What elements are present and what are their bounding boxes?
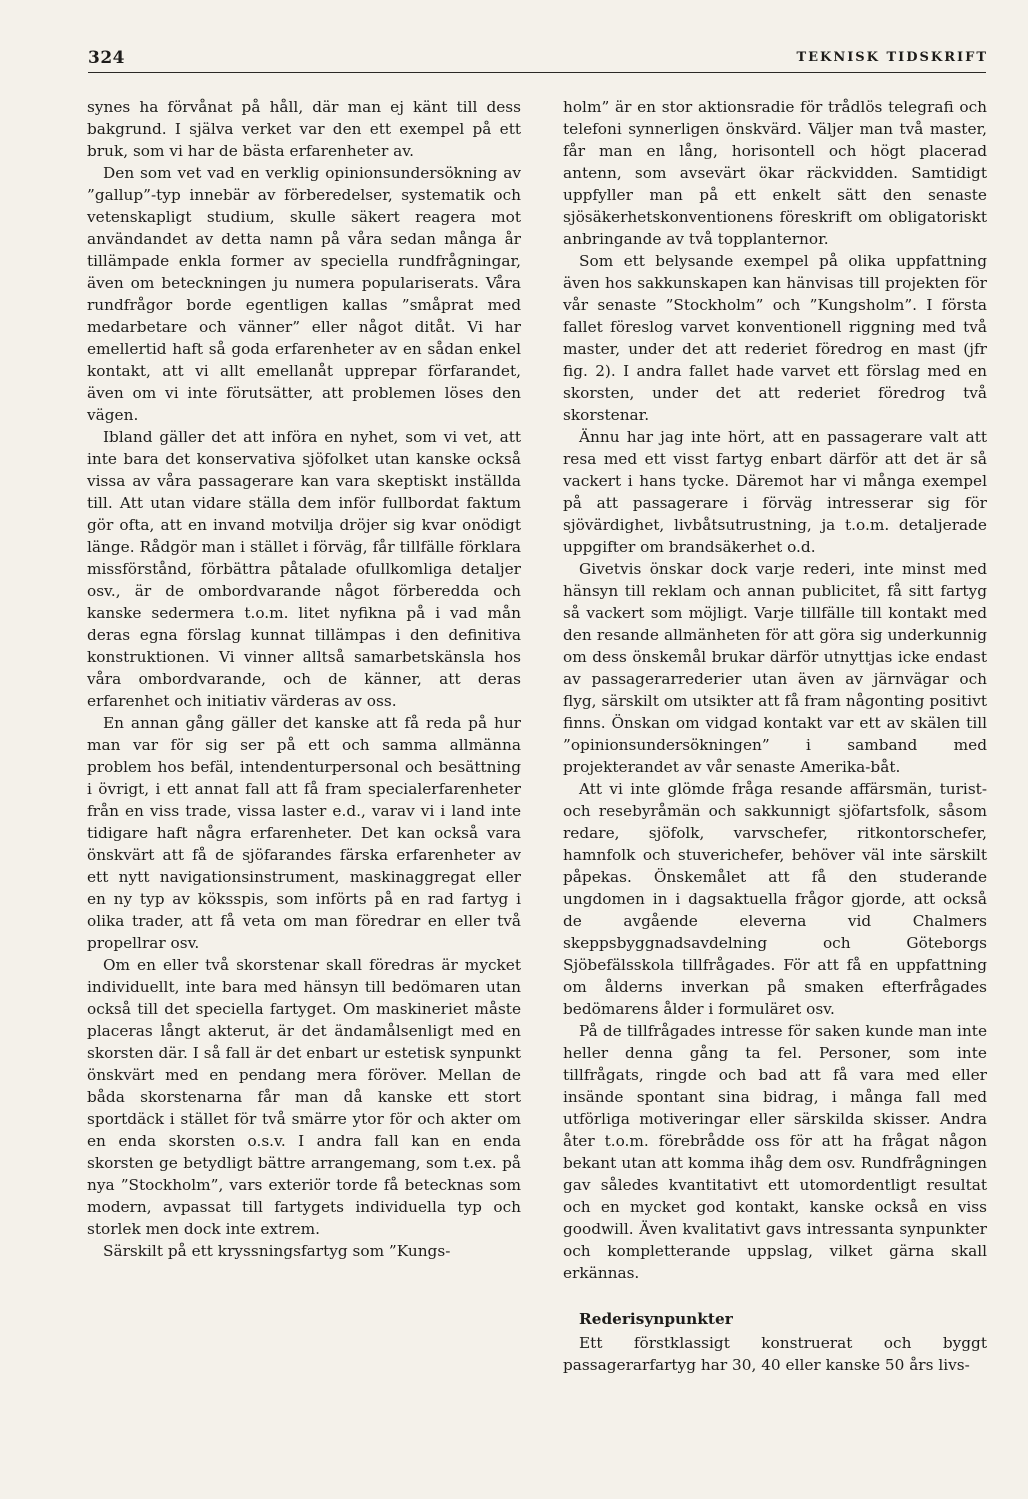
paragraph: Som ett belysande exempel på olika uppfattning även hos sakkunskapen kan hänvisas till projekten för vår senaste ”Stockholm” och ”Kungsholm”. I första fallet föreslog varvet konventionell riggning med två master, under det att rederiet föredrog en mast (jfr fig. 2). I andra fallet hade varvet ett förslag med en skorsten, under det att rederiet föredrog två skorstenar. xyxy=(563,252,987,424)
header-rule xyxy=(88,72,986,73)
paragraph: synes ha förvånat på håll, där man ej känt till dess bakgrund. I själva verket var den ett exempel på ett bruk, som vi har de bästa erfarenheter av. xyxy=(87,98,521,160)
paragraph: Att vi inte glömde fråga resande affärsmän, turist- och resebyråmän och sakkunnigt sjöfartsfolk, såsom redare, sjöfolk, varvschefer, ritkontorschefer, hamnfolk och stuverichefer, behöver väl inte särskilt påpekas. Önskemålet att få den studerande ungdomen in i dagsaktuella frågor gjorde, att också de avgående eleverna vid Chalmers skeppsbyggnadsavdelning och Göteborgs Sjöbefälsskola tillfrågades. För att få en uppfattning om ålderns inverkan på smaken efterfrågades bedömarens ålder i formuläret osv. xyxy=(563,780,987,1018)
paragraph: Ibland gäller det att införa en nyhet, som vi vet, att inte bara det konservativa sjöfolket utan kanske också vissa av våra passagerare kan vara skeptiskt inställda till. Att utan vidare ställa dem inför fullbordat faktum gör ofta, att en invand motvilja dröjer sig kvar onödigt länge. Rådgör man i stället i förväg, får tillfälle förklara missförstånd, förbättra påtalade ofullkomliga detaljer osv., är de ombordvarande något förberedda och kanske sedermera t.o.m. litet nyfikna på i vad mån deras egna förslag kunnat tillämpas i den definitiva konstruktionen. Vi vinner alltså samarbetskänsla hos våra ombordvarande, och de känner, att deras erfarenhet och initiativ värderas av oss. xyxy=(87,428,521,710)
paragraph: holm” är en stor aktionsradie för trådlös telegrafi och telefoni synnerligen önskvärd. Väljer man två master, får man en lång, horisontell och högt placerad antenn, som avsevärt ökar räckvidden. Samtidigt uppfyller man på ett enkelt sätt den senaste sjösäkerhetskonventionens föreskrift om obligatoriskt anbringande av två topplanternor. xyxy=(563,98,987,248)
paragraph: Särskilt på ett kryssningsfartyg som ”Kungs- xyxy=(103,1242,451,1260)
paragraph: Givetvis önskar dock varje rederi, inte minst med hänsyn till reklam och annan publicitet, få sitt fartyg så vackert som möjligt. Varje tillfälle till kontakt med den resande allmänheten för att göra sig underkunnig om dess önskemål brukar därför utnyttjas icke endast av passagerarrederier utan även av järnvägar och flyg, särskilt om utsikter att få fram någonting positivt finns. Önskan om vidgad kontakt var ett av skälen till ”opinionsundersökningen” i samband med projekterandet av vår senaste Amerika-båt. xyxy=(563,560,987,776)
journal-title: TEKNISK TIDSKRIFT xyxy=(796,50,988,65)
paragraph: Ett förstklassigt konstruerat och byggt passagerarfartyg har 30, 40 eller kanske 50 års livs- xyxy=(563,1334,987,1374)
paragraph: Ännu har jag inte hört, att en passagerare valt att resa med ett visst fartyg enbart därför att det är så vackert i hans tycke. Däremot har vi många exempel på att passagerare i förväg intresserar sig för sjövärdighet, livbåtsutrustning, ja t.o.m. detaljerade uppgifter om brandsäkerhet o.d. xyxy=(563,428,987,556)
paragraph: Om en eller två skorstenar skall föredras är mycket individuellt, inte bara med hänsyn till bedömaren utan också till det speciella fartyget. Om maskineriet måste placeras långt akterut, är det ändamålsenligt med en skorsten där. I så fall är det enbart ur estetisk synpunkt önskvärt med en pendang mera föröver. Mellan de båda skorstenarna får man då kanske ett stort sportdäck i stället för två smärre ytor för och akter om en enda skorsten o.s.v. I andra fall kan en enda skorsten ge betydligt bättre arrangemang, som t.ex. på nya ”Stockholm”, vars exteriör torde få betecknas som modern, avpassat till fartygets individuella typ och storlek men dock inte extrem. xyxy=(87,956,521,1238)
paragraph: Den som vet vad en verklig opinionsundersökning av ”gallup”-typ innebär av förberedelser, systematik och vetenskapligt studium, skulle säkert reagera mot användandet av detta namn på våra sedan många år tillämpade enkla former av speciella rundfrågningar, även om beteckningen ju numera populariserats. Våra rundfrågor borde egentligen kallas ”småprat med medarbetare och vänner” eller något ditåt. Vi har emellertid haft så goda erfarenheter av en sådan enkel kontakt, att vi allt emellanåt upprepar förfarandet, även om vi inte förutsätter, att problemen löses den vägen. xyxy=(87,164,521,424)
right-column xyxy=(563,96,987,1376)
paragraph: En annan gång gäller det kanske att få reda på hur man var för sig ser på ett och samma allmänna problem hos befäl, intendenturpersonal och besättning i övrigt, i ett annat fall att få fram specialerfarenheter från en viss trade, vissa laster e.d., varav vi i land inte tidigare haft några erfarenheter. Det kan också vara önskvärt att få de sjöfarandes färska erfarenheter av ett nytt navigationsinstrument, maskinaggregat eller en ny typ av köksspis, som införts på en rad fartyg i olika trader, att få veta om man föredrar en eller två propellrar osv. xyxy=(87,714,521,952)
page-number: 324 xyxy=(88,48,125,68)
page-header xyxy=(88,42,988,72)
paragraph: På de tillfrågades intresse för saken kunde man inte heller denna gång ta fel. Personer, som inte tillfrågats, ringde och bad att få vara med eller insände spontant sina bidrag, i många fall med utförliga motiveringar eller särskilda skisser. Andra åter t.o.m. förebrådde oss för att ha frågat någon bekant utan att komma ihåg dem osv. Rundfrågningen gav således kvantitativt ett utomordentligt resultat och en mycket god kontakt, kanske också en viss goodwill. Även kvalitativt gavs intressanta synpunkter och kompletterande uppslag, vilket gärna skall erkännas. xyxy=(563,1022,987,1282)
left-column xyxy=(87,96,521,1262)
section-heading: Rederisynpunkter xyxy=(579,1310,733,1328)
